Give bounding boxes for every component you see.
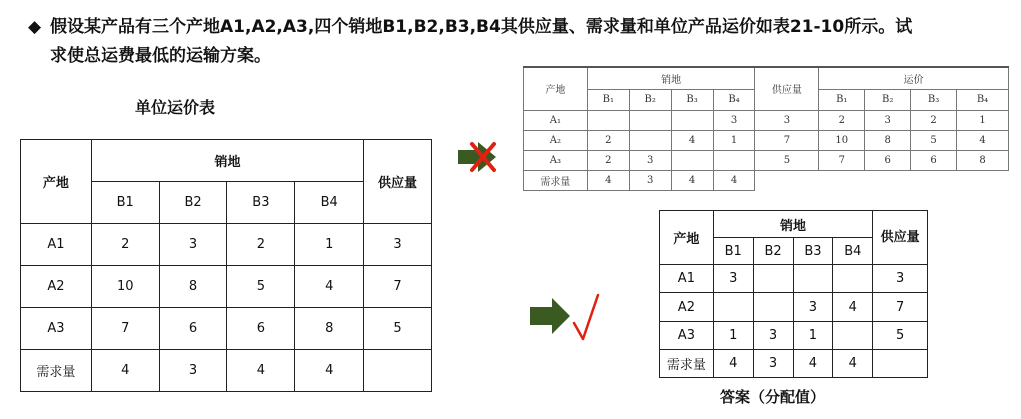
unit-price-table xyxy=(20,139,432,392)
table-row: A3 7 6 6 8 5 xyxy=(21,308,432,350)
diamond-bullet-icon: ◆ xyxy=(28,17,42,37)
answer-header-destination: 销地 xyxy=(713,211,872,238)
dest-header: B4 xyxy=(295,182,364,224)
dest-header: B2 xyxy=(159,182,227,224)
answer-header-origin: 产地 xyxy=(660,211,714,265)
demand-row: 需求量 4 3 4 4 xyxy=(524,170,1009,190)
problem-line-2: 求使总运费最低的运输方案。 xyxy=(50,46,271,66)
table-row: A3 1 3 1 5 xyxy=(660,321,928,349)
dest-header: B1 xyxy=(91,182,159,224)
scan-header-price: 运价 xyxy=(819,67,1009,89)
demand-row: 需求量 4 3 4 4 xyxy=(660,349,928,377)
main-table-title: 单位运价表 xyxy=(135,98,216,117)
wrong-arrow-icon xyxy=(458,140,502,174)
dest-header: B3 xyxy=(227,182,295,224)
table-row: A₁ 3 3 2 3 2 1 xyxy=(524,110,1009,130)
table-row: A1 3 3 xyxy=(660,265,928,293)
scan-header-supply: 供应量 xyxy=(755,67,819,110)
correct-arrow-icon xyxy=(530,293,602,343)
demand-row: 需求量 4 3 4 4 xyxy=(21,350,432,392)
table-row: A2 3 4 7 xyxy=(660,293,928,321)
table-row: A₃ 2 3 5 7 6 6 8 xyxy=(524,150,1009,170)
scan-header-destination: 销地 xyxy=(587,67,755,89)
table-row: A1 2 3 2 1 3 xyxy=(21,224,432,266)
header-origin: 产地 xyxy=(21,140,92,224)
table-row: A₂ 2 4 1 7 10 8 5 4 xyxy=(524,130,1009,150)
answer-table: 产地 销地 供应量 B1 B2 B3 B4 A1 3 3 A2 3 4 7 A3 1 3 1 5 需求量 4 3 4 4 xyxy=(659,210,928,378)
header-supply: 供应量 xyxy=(364,140,432,224)
scanned-reference-table: 产地 销地 供应量 运价 B₁ B₂ B₃ B₄ B₁ B₂ B₃ B₄ A₁ 3 3 2 3 2 1 A₂ 2 4 1 7 10 8 5 4 A₃ 2 3 5 7 6 6 8 需求量 4 3 4 4 xyxy=(523,66,1009,191)
answer-caption: 答案（分配值） xyxy=(720,388,826,406)
scan-header-origin: 产地 xyxy=(524,67,588,110)
answer-header-supply: 供应量 xyxy=(873,211,928,265)
problem-line-1: 假设某产品有三个产地A1,A2,A3,四个销地B1,B2,B3,B4其供应量、需求量和单位产品运价如表21-10所示。试 xyxy=(50,17,913,37)
header-destination: 销地 xyxy=(91,140,363,182)
table-row: A2 10 8 5 4 7 xyxy=(21,266,432,308)
